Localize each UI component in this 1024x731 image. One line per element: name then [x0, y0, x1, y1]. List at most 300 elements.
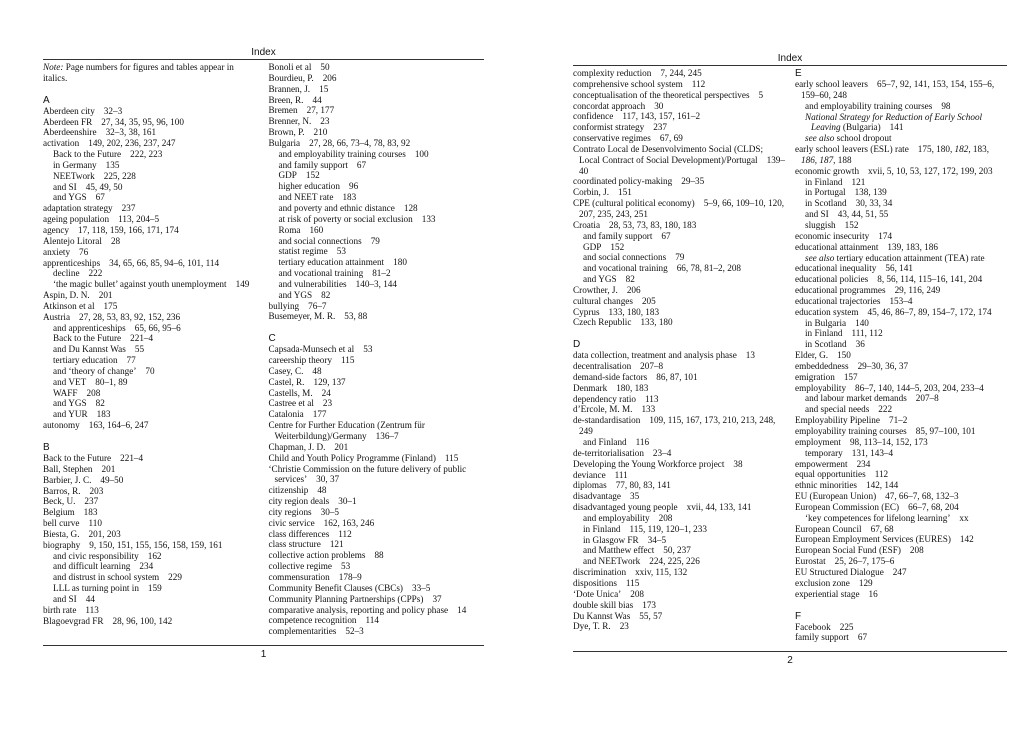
- page-ref-italic: 186, 187: [801, 154, 834, 165]
- page-refs: [622, 111, 700, 121]
- index-entry: [269, 496, 485, 507]
- page-refs: [759, 90, 764, 100]
- index-entry: [795, 166, 1007, 177]
- index-entry: [573, 307, 785, 318]
- page-ref: 210: [313, 127, 328, 138]
- index-entry: [43, 247, 259, 258]
- index-entry: [269, 626, 485, 637]
- page-ref: 35: [629, 491, 640, 502]
- entry-term: and NEET rate: [278, 192, 334, 203]
- entry-term: (Bulgaria): [840, 122, 881, 133]
- page-ref: 153–4: [889, 295, 913, 306]
- page-refs: [645, 394, 658, 404]
- page-ref: 79: [370, 235, 380, 246]
- entry-term: CPE (cultural political economy): [573, 198, 695, 209]
- index-entry: [43, 540, 259, 551]
- index-subentry: [795, 133, 1007, 144]
- index-subentry: [573, 242, 785, 253]
- page-refs: [642, 296, 656, 306]
- running-header: Index: [251, 47, 276, 58]
- index-entry: [795, 307, 1007, 318]
- page-ref: 8, 56, 114, 115–16, 141, 204: [877, 274, 983, 285]
- page-refs: [309, 138, 410, 148]
- page-refs: [130, 333, 153, 343]
- index-page-2: [573, 53, 1007, 666]
- entry-term: tertiary education: [53, 355, 118, 366]
- page-ref: 113, 204–5: [118, 214, 160, 225]
- section-letter: B: [43, 442, 50, 453]
- page-refs: [616, 383, 648, 393]
- index-entry: [573, 285, 785, 296]
- page-ref: 151: [618, 187, 632, 198]
- page-ref: 52–3: [345, 626, 364, 637]
- index-subentry: [43, 594, 259, 605]
- entry-term: employability training courses: [795, 426, 907, 436]
- page-ref: 207–8: [915, 393, 939, 404]
- page-refs: [656, 372, 697, 382]
- page-refs: [835, 556, 895, 566]
- page-ref: 201: [101, 463, 116, 474]
- page-ref: 180: [393, 257, 407, 268]
- index-entry: [573, 415, 785, 437]
- entry-term: Barros, R.: [43, 485, 81, 496]
- index-entry: [795, 79, 1007, 101]
- entry-term: double skill bias: [573, 599, 634, 610]
- page-refs: [636, 437, 649, 447]
- index-entry: [573, 111, 785, 122]
- index-entry: [573, 383, 785, 394]
- page-ref: 23–4: [652, 447, 672, 458]
- page-ref: 225: [839, 621, 854, 632]
- entry-term: and Finland: [583, 437, 627, 447]
- entry-term: Denmark: [573, 382, 608, 393]
- page-ref: 142, 144: [866, 480, 899, 491]
- index-subentry: [795, 209, 1007, 220]
- index-entry: [43, 496, 259, 507]
- entry-term: ethnic minorities: [795, 480, 858, 491]
- page-ref: 121: [329, 539, 344, 550]
- entry-term: Castel, R.: [268, 376, 305, 387]
- page-ref: 206: [626, 284, 641, 295]
- index-entry: [269, 127, 485, 138]
- index-subentry: [795, 318, 1007, 329]
- page-ref: 178–9: [338, 571, 362, 582]
- index-note: [43, 62, 259, 84]
- entry-term: Aberdeen FR: [43, 116, 93, 127]
- page-refs: [412, 583, 430, 593]
- page-ref: 48: [317, 485, 327, 496]
- index-subentry: [795, 220, 1007, 231]
- entry-term: complexity reduction: [573, 68, 652, 78]
- entry-term: and vulnerabilities: [278, 278, 347, 289]
- page-refs: [649, 556, 700, 566]
- index-entry: [269, 572, 485, 583]
- entry-term: in Glasgow FR: [583, 534, 639, 545]
- page-ref: 29–30, 36, 37: [857, 360, 909, 371]
- index-subentry: [795, 253, 1007, 264]
- index-subentry: [269, 170, 485, 181]
- entry-term: and family support: [583, 230, 653, 241]
- index-subentry: [269, 214, 485, 225]
- index-subentry: [795, 198, 1007, 209]
- page-refs: [139, 561, 153, 571]
- index-entry: [269, 355, 485, 366]
- page-ref: 44: [85, 593, 95, 604]
- entry-term: educational trajectories: [795, 295, 881, 306]
- page-refs: [626, 578, 639, 588]
- index-entry: [269, 105, 485, 116]
- page-ref: 24: [321, 387, 331, 398]
- page-ref: 174: [878, 230, 893, 241]
- page-refs: [852, 328, 883, 338]
- index-entry: [43, 225, 259, 236]
- page-refs: [341, 561, 350, 571]
- entry-term: statist regime: [278, 246, 328, 257]
- page-ref: 208: [86, 387, 101, 398]
- entry-term: European Commission (EC): [795, 501, 900, 512]
- index-entry: [573, 198, 785, 220]
- page-refs: [640, 361, 663, 371]
- page-refs: [875, 469, 888, 479]
- index-entry: [795, 426, 1007, 437]
- entry-term: discrimination: [573, 567, 627, 578]
- entry-term: birth rate: [43, 604, 77, 615]
- index-entry: [795, 383, 1007, 394]
- page-refs: [659, 513, 673, 523]
- index-entry: [269, 464, 485, 486]
- page-refs: [653, 122, 667, 132]
- index-subentry: [43, 409, 259, 420]
- page-ref: 133, 180, 183: [608, 306, 660, 317]
- index-entry: [573, 589, 785, 600]
- page-ref: 183: [83, 507, 98, 518]
- page-refs: [868, 307, 992, 317]
- index-entry: [573, 448, 785, 459]
- page-refs: [109, 258, 219, 268]
- page-ref: xvii, 44, 133, 141: [686, 502, 752, 513]
- entry-term: and ‘theory of change’: [53, 365, 137, 376]
- page-ref: xvii, 5, 10, 53, 127, 172, 199, 203: [868, 165, 993, 176]
- page-refs: [609, 220, 696, 230]
- index-entry: [573, 101, 785, 112]
- page-ref: 53: [336, 246, 346, 257]
- page-ref: 44: [312, 94, 322, 105]
- entry-term: de-standardisation: [573, 415, 641, 426]
- page-ref: 160: [309, 224, 324, 235]
- page-refs: [339, 572, 362, 582]
- page-ref: 79: [675, 252, 685, 263]
- index-subentry: [269, 236, 485, 247]
- page-ref: 77, 80, 83, 141: [615, 480, 671, 491]
- entry-term: Brown, P.: [268, 127, 305, 138]
- page-refs: [837, 350, 851, 360]
- page-refs: [112, 616, 172, 626]
- index-entry: [43, 214, 259, 225]
- entry-term: in Germany: [53, 159, 97, 170]
- page-ref: 47, 66–7, 68, 132–3: [885, 491, 959, 502]
- entry-term: Austria: [43, 311, 71, 322]
- index-entry: [269, 388, 485, 399]
- page-ref: 86–7, 140, 144–5, 203, 204, 233–4: [855, 382, 984, 393]
- index-entry: [795, 285, 1007, 296]
- page-ref: 201: [98, 290, 113, 301]
- entry-term: Du Kannst Was: [573, 610, 631, 621]
- entry-term: Aspin, D. N.: [43, 290, 90, 301]
- index-entry: [269, 605, 485, 616]
- entry-term: early school leavers: [795, 79, 868, 89]
- entry-term: GDP: [583, 241, 602, 252]
- index-entry: [269, 550, 485, 561]
- page-refs: [635, 567, 687, 577]
- section-letter: D: [573, 339, 581, 351]
- entry-term: and special needs: [805, 404, 870, 415]
- page-ref: 237: [84, 496, 99, 507]
- index-entry: [269, 377, 485, 388]
- index-entry: [573, 372, 785, 383]
- index-entry: [573, 502, 785, 513]
- index-entry: [43, 290, 259, 301]
- page-refs: [610, 242, 624, 252]
- page-refs: [120, 453, 143, 463]
- entry-term: cultural changes: [573, 295, 633, 306]
- page-ref: 13: [745, 350, 755, 361]
- page-ref: 131, 143–4: [851, 447, 894, 458]
- entry-term: EU Structured Dialogue: [795, 566, 884, 577]
- entry-term: in Portugal: [805, 187, 846, 198]
- page-ref: 66, 78, 81–2, 208: [676, 263, 742, 274]
- page-ref: 29, 116, 249: [894, 285, 941, 296]
- page-ref: 53, 88: [344, 311, 368, 322]
- entry-term: anxiety: [43, 246, 71, 257]
- index-subentry: [269, 225, 485, 236]
- page-ref: 77: [126, 355, 136, 366]
- index-entry: [269, 409, 485, 420]
- entry-term: Centre for Further Education (Zentrum für Weiterbildung)/Germany: [268, 420, 425, 441]
- page-ref: 96: [348, 181, 359, 192]
- entry-term: GDP: [278, 170, 297, 181]
- page-refs: [312, 366, 321, 376]
- page-ref: 16: [868, 588, 878, 599]
- entry-term: competence recognition: [268, 615, 357, 626]
- page-refs: [840, 622, 854, 632]
- entry-term: Chapman, J. D.: [268, 441, 326, 452]
- index-entry: [795, 578, 1007, 589]
- page-ref: 157: [843, 371, 858, 382]
- page-ref: 139, 183, 186: [887, 241, 938, 252]
- index-entry: [795, 415, 1007, 426]
- page-number: 1: [260, 649, 267, 661]
- entry-term: exclusion zone: [795, 577, 850, 588]
- entry-term: and labour market demands: [805, 393, 907, 404]
- page-refs: [868, 166, 993, 176]
- entry-term: bell curve: [43, 518, 80, 529]
- entry-term: emigration: [795, 371, 835, 382]
- page-ref: 113: [85, 604, 99, 615]
- page-refs: [312, 95, 321, 105]
- entry-term: and NEETwork: [583, 556, 641, 567]
- page-ref-italic: 182: [954, 144, 969, 155]
- page-refs: [661, 231, 670, 241]
- entry-term: careership theory: [268, 355, 333, 366]
- entry-term: Dye, T. R.: [573, 621, 611, 632]
- index-entry: [43, 420, 259, 431]
- index-entry: [573, 79, 785, 90]
- index-subentry: [43, 355, 259, 366]
- entry-term: and employability training courses: [278, 148, 406, 159]
- index-subentry: [269, 246, 485, 257]
- page-refs: [733, 459, 742, 469]
- entry-term-italic: see also: [805, 133, 835, 144]
- index-subentry: [269, 160, 485, 171]
- entry-term: confidence: [573, 111, 614, 122]
- entry-term: Catalonia: [268, 409, 304, 420]
- entry-term: Bourdieu, P.: [268, 72, 314, 83]
- entry-term: class structure: [268, 539, 321, 550]
- running-header: Index: [777, 53, 803, 64]
- page-refs: [687, 502, 752, 512]
- page-refs: [84, 507, 98, 517]
- page-refs: [118, 214, 159, 224]
- index-entry: [269, 507, 485, 518]
- entry-term: embeddedness: [795, 360, 849, 371]
- page-refs: [111, 236, 120, 246]
- index-entry: [573, 394, 785, 405]
- page-refs: [366, 615, 379, 625]
- entry-term: collective regime: [268, 561, 333, 572]
- page-ref: 136–7: [375, 431, 399, 441]
- page-ref: 222, 223: [130, 149, 163, 160]
- page-refs: [415, 149, 429, 159]
- page-ref: , 188: [833, 154, 852, 165]
- page-ref: 162, 163, 246: [323, 517, 375, 528]
- entry-term: comprehensive school system: [573, 78, 683, 89]
- index-entry: [43, 106, 259, 117]
- entry-term: complementarities: [268, 626, 337, 637]
- entry-term: and employability: [583, 512, 650, 523]
- entry-term: Beck, U.: [43, 496, 76, 507]
- page-refs: [866, 480, 898, 490]
- entry-term: school dropout: [834, 133, 892, 144]
- page-refs: [78, 225, 179, 235]
- page-refs: [609, 307, 660, 317]
- entry-term: comparative analysis, reporting and policy phase: [268, 604, 449, 615]
- page-refs: [127, 355, 136, 365]
- index-entry: [43, 605, 259, 616]
- page-ref: 205: [641, 295, 656, 306]
- page-refs: [432, 594, 441, 604]
- index-subentry: [795, 393, 1007, 404]
- index-entry: [269, 529, 485, 540]
- entry-term-italic: National Strategy for Reduction of Early School Leaving: [805, 111, 983, 133]
- index-subentry: [795, 101, 1007, 112]
- entry-term: temporary: [805, 447, 843, 458]
- page-ref: 139–40: [579, 154, 785, 176]
- index-entry: [795, 556, 1007, 567]
- page-ref: 149: [235, 279, 250, 290]
- index-entry: [795, 632, 1007, 643]
- index-subentry: [43, 366, 259, 377]
- entry-term: ‘the magic bullet’ against youth unemployment: [53, 279, 227, 290]
- index-entry: [43, 127, 259, 138]
- page-refs: [88, 518, 101, 528]
- page-refs: [858, 361, 909, 371]
- page-ref: xxiv, 115, 132: [635, 567, 688, 578]
- entry-term: diplomas: [573, 480, 607, 491]
- page-ref: 30–5: [320, 506, 339, 517]
- section-letter: C: [268, 333, 276, 345]
- page-ref: 67: [857, 632, 868, 643]
- entry-term: European Social Fund (ESF): [795, 545, 901, 556]
- page-refs: [457, 605, 466, 615]
- entry-term: Alentejo Litoral: [43, 235, 102, 246]
- page-refs: [856, 198, 893, 208]
- page-ref: 50, 237: [663, 545, 691, 556]
- page-refs: [88, 138, 175, 148]
- page-refs: [322, 388, 331, 398]
- page-ref: 115: [625, 577, 640, 588]
- index-entry: [795, 437, 1007, 448]
- page-refs: [307, 105, 335, 115]
- page-ref: 67, 68: [870, 523, 894, 534]
- entry-term: Roma: [278, 224, 301, 235]
- page-ref: 67, 69: [659, 133, 683, 144]
- page-ref: 30–1: [338, 496, 357, 507]
- page-ref: 100: [414, 148, 429, 159]
- page-refs: [877, 274, 982, 284]
- page-ref: 208: [909, 545, 924, 556]
- index-entry: [573, 611, 785, 622]
- page-refs: [371, 236, 380, 246]
- index-entry: [795, 263, 1007, 274]
- page-refs: [89, 420, 149, 430]
- page-refs: [306, 170, 320, 180]
- page-refs: [640, 317, 672, 327]
- page-refs: [363, 344, 372, 354]
- index-subentry: [269, 203, 485, 214]
- page-ref: 115: [444, 452, 459, 463]
- entry-term: employability: [795, 382, 847, 393]
- page-refs: [320, 62, 329, 72]
- index-entry: [43, 453, 259, 464]
- entry-term: and civic responsibility: [53, 550, 139, 561]
- page-ref: 175, 180,: [917, 144, 955, 155]
- page-refs: [337, 246, 346, 256]
- page-ref: 23: [322, 398, 333, 409]
- entry-term: and poverty and ethnic distance: [278, 202, 395, 213]
- page-ref: 27, 28, 66, 73–4, 78, 83, 92: [309, 137, 411, 148]
- entry-term: Community Benefit Clauses (CBCs): [268, 582, 403, 593]
- index-entry: [269, 366, 485, 377]
- page-refs: [376, 431, 399, 441]
- index-entry: [43, 518, 259, 529]
- index-entry: [269, 62, 485, 73]
- page-ref: 53: [341, 561, 351, 572]
- entry-term: decentralisation: [573, 361, 632, 372]
- page-ref: 50: [320, 62, 330, 72]
- index-entry: [795, 491, 1007, 502]
- entry-term: coordinated policy-making: [573, 176, 673, 187]
- page-ref: 180, 183: [616, 382, 649, 393]
- entry-term: deviance: [573, 469, 606, 480]
- index-subentry: [43, 268, 259, 279]
- page-ref: 36: [855, 339, 865, 350]
- page-ref: 163, 164–6, 247: [88, 420, 149, 431]
- entry-term: family support: [795, 632, 849, 643]
- entry-term: disadvantage: [573, 491, 621, 502]
- page-refs: [878, 404, 892, 414]
- page-refs: [122, 203, 136, 213]
- page-refs: [857, 459, 871, 469]
